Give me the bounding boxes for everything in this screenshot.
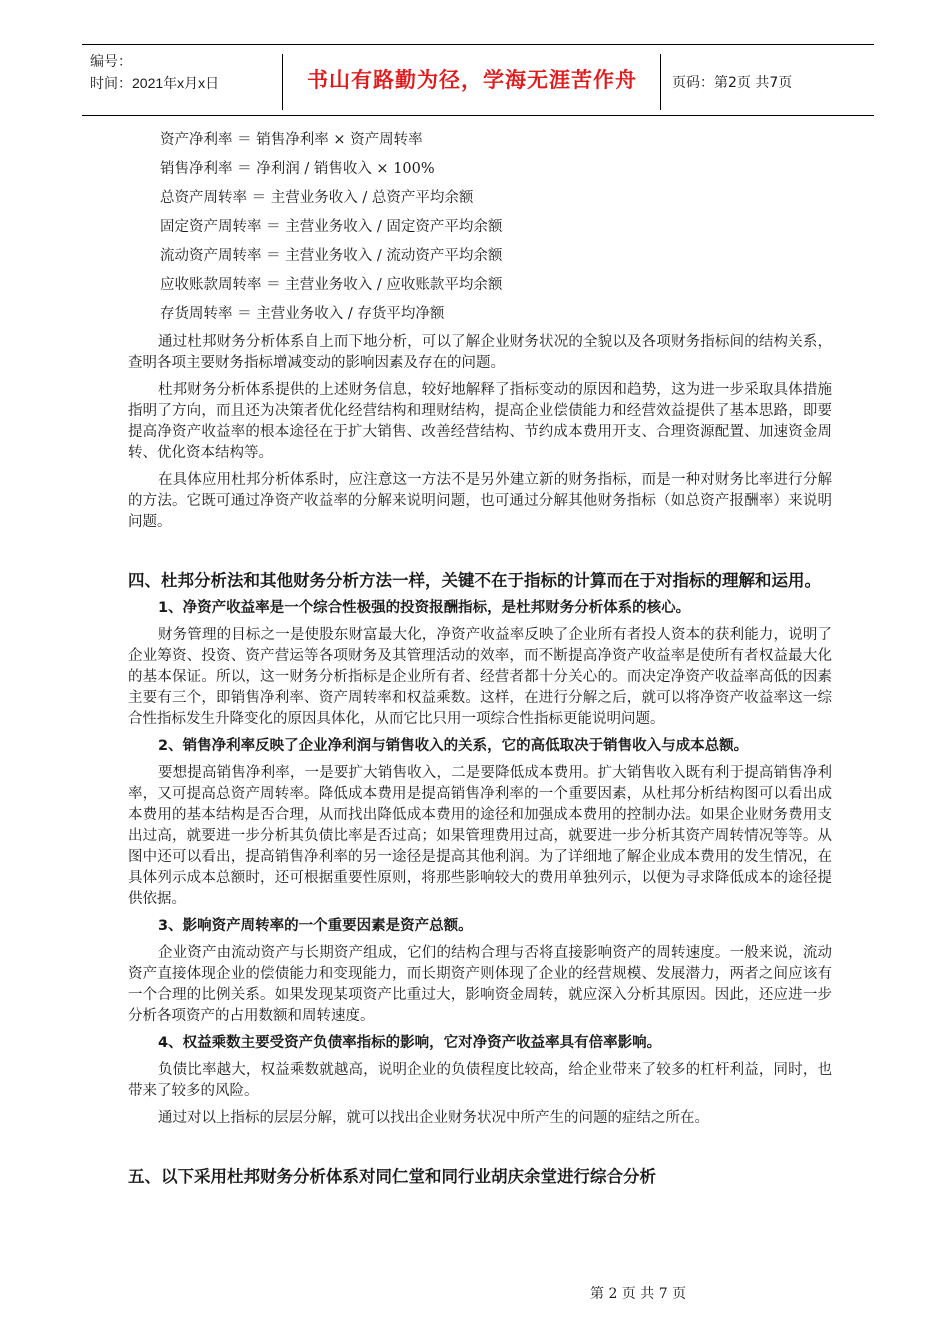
formula-line: 应收账款周转率 ＝ 主营业务收入 / 应收账款平均余额 <box>160 277 503 293</box>
intro-paragraph: 通过杜邦财务分析体系自上而下地分析，可以了解企业财务状况的全貌以及各项财务指标间的结构关系，查明各项主要财务指标增减变动的影响因素及存在的问题。 <box>128 334 832 371</box>
header-top-rule <box>82 44 874 45</box>
section-4-item-4-paragraph: 负债比率越大，权益乘数就越高，说明企业的负债程度比较高，给企业带来了较多的杠杆利益，同时，也带来了较多的风险。 <box>128 1062 832 1099</box>
intro-paragraph: 杜邦财务分析体系提供的上述财务信息，较好地解释了指标变动的原因和趋势，这为进一步采取具体措施指明了方向，而且还为决策者优化经营结构和理财结构，提高企业偿债能力和经营效益提供了基本思路，即要提高净资产收益率的根本途径在于扩大销售、改善经营结构、节约成本费用开支、合理资源配置、加速资金周转、优化资本结构等。 <box>128 382 832 461</box>
header-bottom-rule <box>82 115 874 116</box>
header-meta <box>90 50 219 94</box>
document-body <box>128 126 832 1188</box>
formula-line: 固定资产周转率 ＝ 主营业务收入 / 固定资产平均余额 <box>160 219 503 235</box>
document-time-label: 时间：2021年x月x日 <box>90 75 220 91</box>
header-divider-left <box>282 54 283 110</box>
section-4-item-4-title: 4、权益乘数主要受资产负债率指标的影响，它对净资产收益率具有倍率影响。 <box>158 1035 662 1051</box>
section-4-item-3-title: 3、影响资产周转率的一个重要因素是资产总额。 <box>158 918 473 934</box>
formula-line: 流动资产周转率 ＝ 主营业务收入 / 流动资产平均余额 <box>160 248 503 264</box>
section-4-conclusion-paragraph: 通过对以上指标的层层分解，就可以找出企业财务状况中所产生的问题的症结之所在。 <box>158 1110 709 1126</box>
section-4-item-1-title: 1、净资产收益率是一个综合性极强的投资报酬指标，是杜邦财务分析体系的核心。 <box>158 600 691 616</box>
formula-list <box>128 126 832 329</box>
formula-line: 总资产周转率 ＝ 主营业务收入 / 总资产平均余额 <box>160 190 474 206</box>
intro-paragraph: 在具体应用杜邦分析体系时，应注意这一方法不是另外建立新的财务指标，而是一种对财务比率进行分解的方法。它既可通过净资产收益率的分解来说明问题，也可通过分解其他财务指标（如总资产报酬率）来说明问题。 <box>128 472 832 530</box>
page-header <box>82 44 874 116</box>
section-4-item-2-title: 2、销售净利率反映了企业净利润与销售收入的关系，它的高低取决于销售收入与成本总额。 <box>158 738 749 754</box>
header-page-info: 页码：第2页 共7页 <box>672 75 793 91</box>
section-4-item-2-paragraph: 要想提高销售净利率，一是要扩大销售收入，二是要降低成本费用。扩大销售收入既有利于提高销售净利率，又可提高总资产周转率。降低成本费用是提高销售净利率的一个重要因素，从杜邦分析结构图可以看出成本费用的基本结构是否合理，从而找出降低成本费用的途径和加强成本费用的控制办法。如果企业财务费用支出过高，就要进一步分析其负债比率是否过高；如果管理费用过高，就要进一步分析其资产周转情况等等。从图中还可以看出，提高销售净利率的另一途径是提高其他利润。为了详细地了解企业成本费用的发生情况，在具体列示成本总额时，还可根据重要性原则，将那些影响较大的费用单独列示，以便为寻求降低成本的途径提供依据。 <box>128 765 832 907</box>
section-4-item-3-paragraph: 企业资产由流动资产与长期资产组成，它们的结构合理与否将直接影响资产的周转速度。一般来说，流动资产直接体现企业的偿债能力和变现能力，而长期资产则体现了企业的经营规模、发展潜力，两者之间应该有一个合理的比例关系。如果发现某项资产比重过大，影响资金周转，就应深入分析其原因。因此，还应进一步分析各项资产的占用数额和周转速度。 <box>128 945 832 1024</box>
section-4-item-1-paragraph: 财务管理的目标之一是使股东财富最大化，净资产收益率反映了企业所有者投人资本的获利能力，说明了企业筹资、投资、资产营运等各项财务及其管理活动的效率，而不断提高净资产收益率是使所有者权益最大化的基本保证。所以，这一财务分析指标是企业所有者、经营者都十分关心的。而决定净资产收益率高低的因素主要有三个，即销售净利率、资产周转率和权益乘数。这样，在进行分解之后，就可以将净资产收益率这一综合性指标发生升降变化的原因具体化，从而它比只用一项综合性指标更能说明问题。 <box>128 627 832 727</box>
header-divider-right <box>660 54 661 110</box>
formula-line: 销售净利率 ＝ 净利润 / 销售收入 × 100% <box>160 161 435 177</box>
section-5-heading: 五、以下采用杜邦财务分析体系对同仁堂和同行业胡庆余堂进行综合分析 <box>128 1167 656 1186</box>
document-number-label: 编号： <box>90 53 132 69</box>
page-footer: 第 2 页 共 7 页 <box>590 1286 687 1302</box>
formula-line: 存货周转率 ＝ 主营业务收入 / 存货平均净额 <box>160 306 445 322</box>
header-motto: 书山有路勤为径，学海无涯苦作舟 <box>307 68 637 92</box>
section-4-heading: 四、杜邦分析法和其他财务分析方法一样，关键不在于指标的计算而在于对指标的理解和运用。 <box>128 571 821 590</box>
formula-line: 资产净利率 ＝ 销售净利率 × 资产周转率 <box>160 132 423 148</box>
